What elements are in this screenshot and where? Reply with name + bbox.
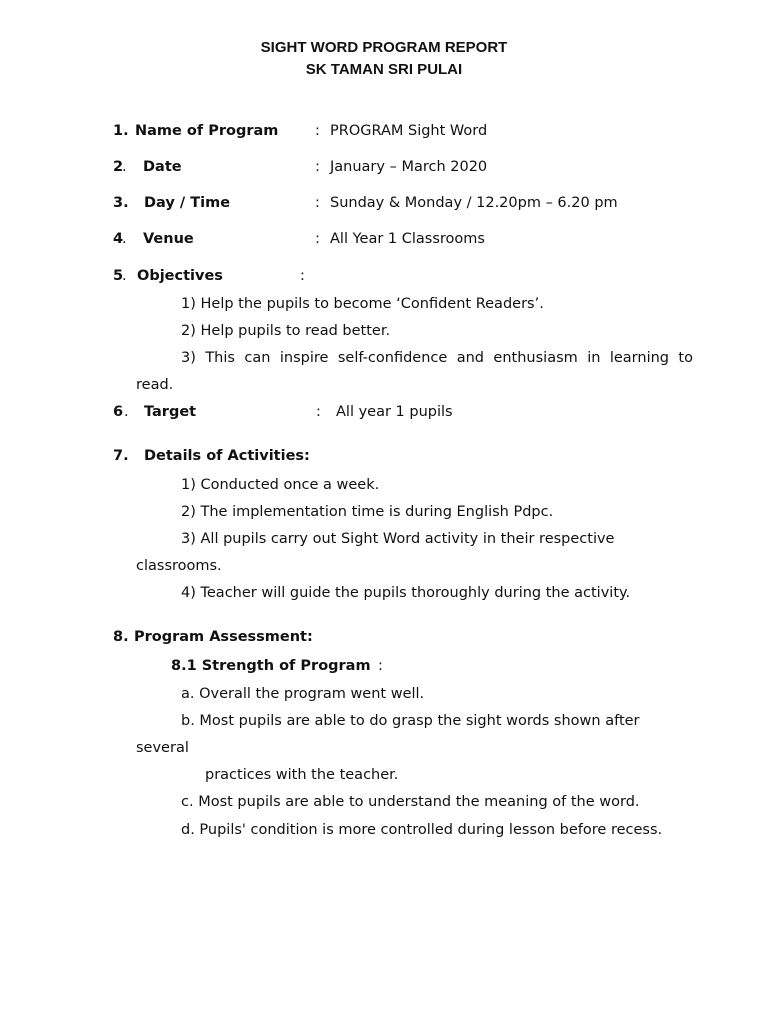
item-label: Objectives <box>137 268 223 284</box>
objective-line: 1) Help the pupils to become ‘Confident Readers’. <box>181 296 544 312</box>
item-number: 1. <box>113 123 129 139</box>
item-label: Target <box>144 404 197 420</box>
subsection-colon: : <box>378 658 383 674</box>
assessment-line: a. Overall the program went well. <box>181 686 425 702</box>
item-number-dot: . <box>124 404 129 420</box>
activity-line: classrooms. <box>136 558 222 574</box>
assessment-line: d. Pupils' condition is more controlled during lesson before recess. <box>181 822 663 838</box>
item-value: PROGRAM Sight Word <box>330 123 488 139</box>
subsection-heading: 8.1 Strength of Program <box>171 658 371 674</box>
item-number: 7. <box>113 448 129 464</box>
assessment-line: b. Most pupils are able to do grasp the sight words shown after <box>181 713 640 729</box>
item-value: All Year 1 Classrooms <box>330 231 485 247</box>
item-colon: : <box>300 268 305 284</box>
item-colon: : <box>315 159 320 175</box>
item-number: 3. <box>113 195 129 211</box>
item-number: 5 <box>113 268 124 284</box>
item-label: Date <box>143 159 182 175</box>
item-label: Details of Activities: <box>144 448 310 464</box>
item-label: Venue <box>143 231 194 247</box>
item-number-dot: . <box>122 268 127 284</box>
item-colon: : <box>316 404 321 420</box>
objective-line: 3) This can inspire self-confidence and enthusiasm in learning to <box>181 350 693 366</box>
activity-line: 3) All pupils carry out Sight Word activity in their respective <box>181 531 615 547</box>
activity-line: 2) The implementation time is during English Pdpc. <box>181 504 554 520</box>
item-colon: : <box>315 231 320 247</box>
item-number: 2 <box>113 159 124 175</box>
item-value: Sunday & Monday / 12.20pm – 6.20 pm <box>330 195 618 211</box>
item-number: 6 <box>113 404 124 420</box>
item-number-dot: . <box>122 159 127 175</box>
activity-line: 4) Teacher will guide the pupils thoroughly during the activity. <box>181 585 631 601</box>
assessment-line: several <box>136 740 189 756</box>
item-number: 8. <box>113 629 129 645</box>
item-colon: : <box>315 123 320 139</box>
item-colon: : <box>315 195 320 211</box>
assessment-line: practices with the teacher. <box>205 767 399 783</box>
item-label: Program Assessment: <box>134 629 313 645</box>
item-value: January – March 2020 <box>330 159 488 175</box>
item-number: 4 <box>113 231 124 247</box>
activity-line: 1) Conducted once a week. <box>181 477 380 493</box>
item-value: All year 1 pupils <box>336 404 453 420</box>
objective-line: read. <box>136 377 174 393</box>
objective-line: 2) Help pupils to read better. <box>181 323 391 339</box>
assessment-line: c. Most pupils are able to understand the meaning of the word. <box>181 794 640 810</box>
item-label: Day / Time <box>144 195 231 211</box>
item-label: Name of Program <box>135 123 279 139</box>
report-title: SIGHT WORD PROGRAM REPORT <box>260 39 508 56</box>
school-name: SK TAMAN SRI PULAI <box>305 61 463 78</box>
item-number-dot: . <box>122 231 127 247</box>
